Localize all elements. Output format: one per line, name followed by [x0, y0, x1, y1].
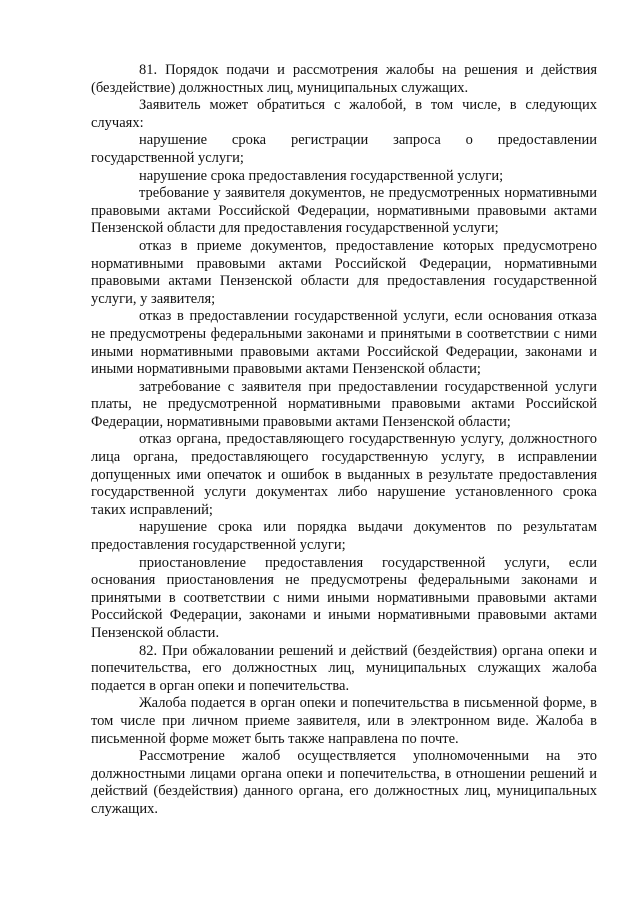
paragraph-case-document-refusal: отказ в приеме документов, предоставление которых предусмотрено нормативными правовыми актами Российской Федерации, нормативными правовыми актами Пензенской области для предоставления государственной услуги, у заявителя;: [91, 237, 597, 307]
paragraph-case-extra-fee: затребование с заявителя при предоставлении государственной услуги платы, не предусмотренной нормативными правовыми актами Российской Федерации, нормативными правовыми актами Пензенской области;: [91, 378, 597, 430]
paragraph-case-service-refusal: отказ в предоставлении государственной услуги, если основания отказа не предусмотрены федеральными законами и принятыми в соответствии с ними иными нормативными правовыми актами Российской Федерации, законами и иными нормативными правовыми актами Пензенской области;: [91, 308, 597, 378]
paragraph-case-suspension: приостановление предоставления государственной услуги, если основания приостановления не предусмотрены федеральными законами и принятыми в соответствии с ними иными нормативными правовыми актами Российской Федерации, законами и иными нормативными правовыми актами Пензенской области.: [91, 554, 597, 641]
paragraph-complaint-form: Жалоба подается в орган опеки и попечительства в письменной форме, в том числе при личном приеме заявителя, или в электронном виде. Жалоба в письменной форме может быть также направлена по почте.: [91, 695, 597, 747]
paragraph-case-issuance-violation: нарушение срока или порядка выдачи документов по результатам предоставления государственной услуги;: [91, 519, 597, 554]
paragraph-complaint-cases-intro: Заявитель может обратиться с жалобой, в том числе, в следующих случаях:: [91, 97, 597, 131]
paragraph-case-registration-delay: нарушение срока регистрации запроса о предоставлении государственной услуги;: [91, 132, 597, 166]
paragraph-82-heading: 82. При обжаловании решений и действий (бездействия) органа опеки и попечительства, его должностных лиц, муниципальных служащих жалоба подается в орган опеки и попечительства.: [91, 642, 597, 694]
paragraph-case-extra-documents: требование у заявителя документов, не предусмотренных нормативными правовыми актами Российской Федерации, нормативными правовыми актами Пензенской области для предоставления государственной услуги;: [91, 185, 597, 237]
document-page: [91, 62, 597, 819]
paragraph-81-heading: 81. Порядок подачи и рассмотрения жалобы на решения и действия (бездействие) должностных лиц, муниципальных служащих.: [91, 62, 597, 96]
paragraph-complaint-review: Рассмотрение жалоб осуществляется уполномоченными на это должностными лицами органа опеки и попечительства, в отношении решений и действий (бездействия) данного органа, его должностных лиц, муниципальных служащих.: [91, 748, 597, 817]
paragraph-case-service-delay: нарушение срока предоставления государственной услуги;: [139, 167, 504, 184]
paragraph-case-correction-refusal: отказ органа, предоставляющего государственную услугу, должностного лица органа, предоставляющего государственную услугу, в исправлении допущенных ими опечаток и ошибок в выданных в результате предоставления государственной услуги документах либо нарушение установленного срока таких исправлений;: [91, 431, 597, 518]
